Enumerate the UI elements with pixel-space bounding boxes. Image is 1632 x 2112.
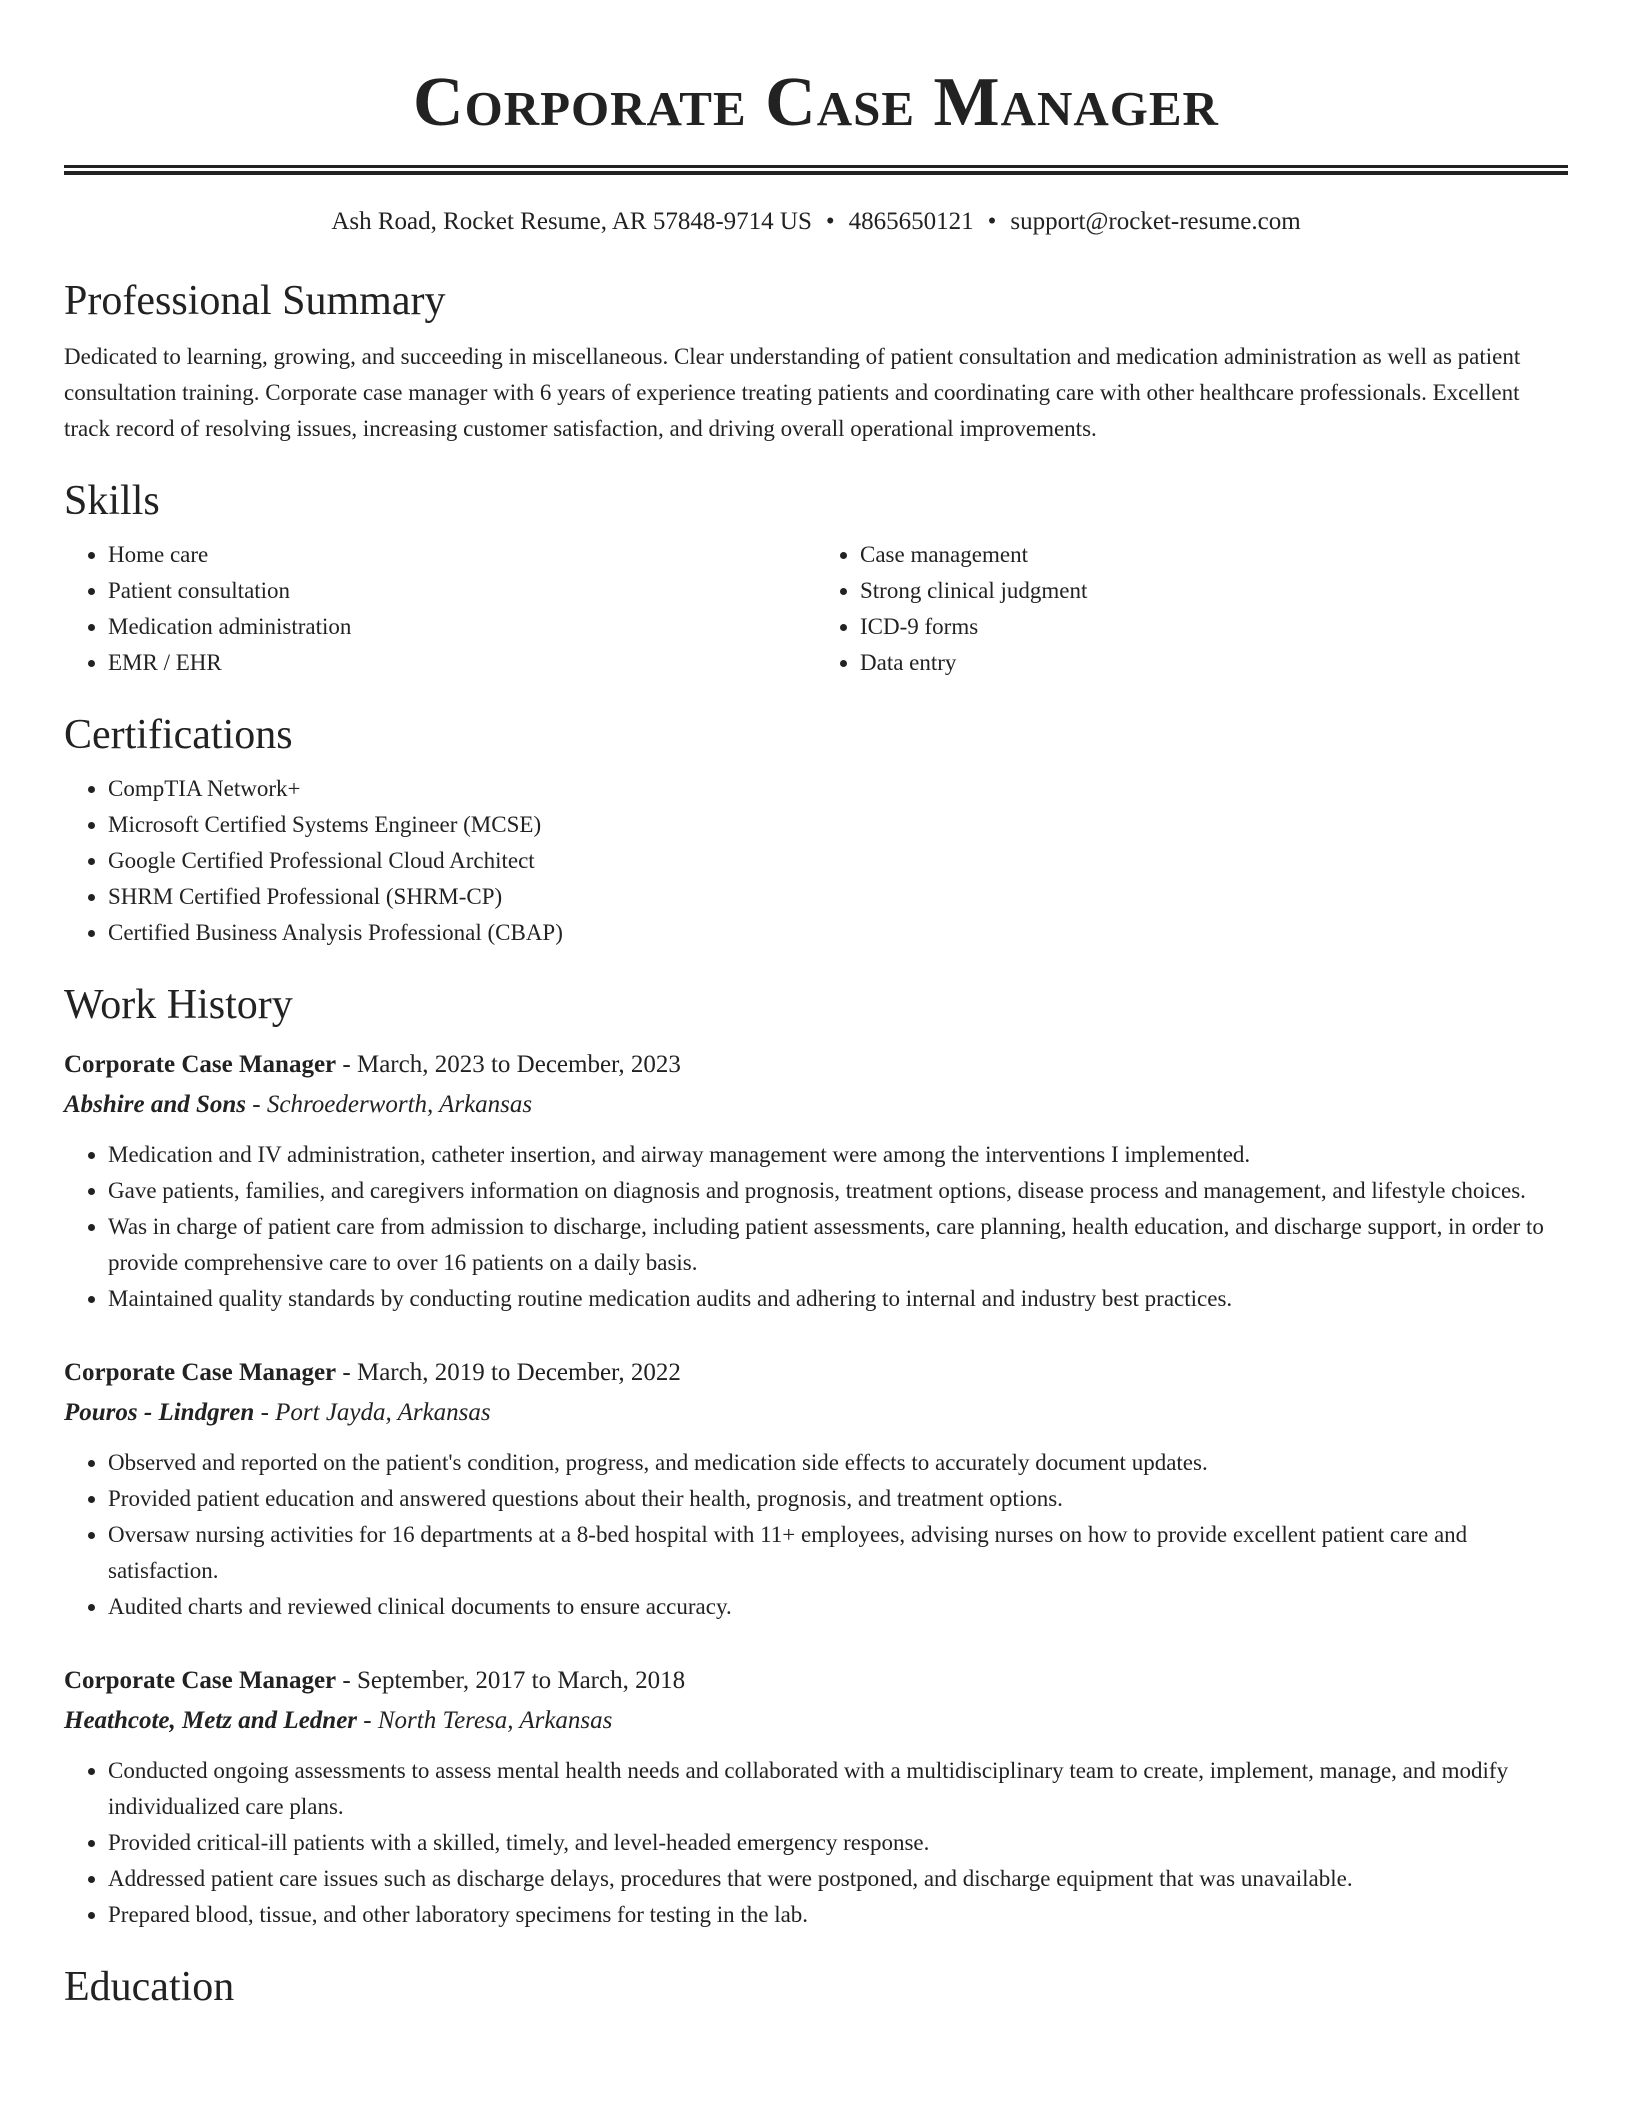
job-bullet: • Gave patients, families, and caregivers information on diagnosis and prognosis, treatment options, disease process and management, and lifestyle choices. [108, 1173, 1568, 1209]
certification-item: • SHRM Certified Professional (SHRM-CP) [108, 879, 1568, 915]
certification-item: • Microsoft Certified Systems Engineer (MCSE) [108, 807, 1568, 843]
job-bullet: • Was in charge of patient care from admission to discharge, including patient assessments, care planning, health education, and discharge support, in order to provide comprehensive care to over 16 patients on a daily basis. [108, 1209, 1568, 1281]
contact-separator: • [987, 208, 997, 235]
job-company-line [64, 1701, 1568, 1741]
job-bullets [64, 1445, 1568, 1625]
header-double-rule [64, 165, 1568, 175]
job-role: Corporate Case Manager [64, 1051, 337, 1078]
job-bullet: • Medication and IV administration, catheter insertion, and airway management were among the interventions I implemented. [108, 1137, 1568, 1173]
job-bullet: • Conducted ongoing assessments to assess mental health needs and collaborated with a multidisciplinary team to create, implement, manage, and modify individualized care plans. [108, 1753, 1568, 1825]
job-bullet: • Prepared blood, tissue, and other laboratory specimens for testing in the lab. [108, 1897, 1568, 1933]
contact-phone: 4865650121 [848, 208, 974, 235]
section-title-skills: Skills [64, 478, 160, 524]
certification-item: • CompTIA Network+ [108, 771, 1568, 807]
job-title-line [64, 1045, 1568, 1085]
job-location: - Schroederworth, Arkansas [246, 1091, 533, 1118]
job-role: Corporate Case Manager [64, 1667, 337, 1694]
skill-item: • Strong clinical judgment [860, 573, 1568, 609]
job-bullet: • Audited charts and reviewed clinical documents to ensure accuracy. [108, 1589, 1568, 1625]
job-company: Abshire and Sons [64, 1091, 247, 1118]
job-bullet: • Provided critical-ill patients with a skilled, timely, and level-headed emergency response. [108, 1825, 1568, 1861]
contact-email: support@rocket-resume.com [1010, 208, 1301, 235]
job-entry [64, 1353, 1568, 1625]
job-role: Corporate Case Manager [64, 1359, 337, 1386]
skill-item: • Medication administration [108, 609, 816, 645]
job-bullet: • Observed and reported on the patient's condition, progress, and medication side effects to accurately document updates. [108, 1445, 1568, 1481]
job-title-line [64, 1353, 1568, 1393]
skill-item: • EMR / EHR [108, 645, 816, 681]
job-bullets [64, 1753, 1568, 1933]
skills-column-right [816, 537, 1568, 681]
job-entry [64, 1661, 1568, 1933]
job-bullet: • Maintained quality standards by conducting routine medication audits and adhering to internal and industry best practices. [108, 1281, 1568, 1317]
skill-item: • ICD-9 forms [860, 609, 1568, 645]
certification-item: • Google Certified Professional Cloud Architect [108, 843, 1568, 879]
job-bullet: • Addressed patient care issues such as discharge delays, procedures that were postponed, and discharge equipment that was unavailable. [108, 1861, 1568, 1897]
job-location: - Port Jayda, Arkansas [254, 1399, 491, 1426]
job-company: Heathcote, Metz and Ledner [64, 1707, 358, 1734]
skills-list [64, 537, 1568, 681]
certification-item: • Certified Business Analysis Professional (CBAP) [108, 915, 1568, 951]
section-title-work-history: Work History [64, 982, 293, 1028]
resume-name: Corporate Case Manager [413, 64, 1219, 141]
contact-line [64, 205, 1568, 239]
job-company-line [64, 1085, 1568, 1125]
summary-text: Dedicated to learning, growing, and succeeding in miscellaneous. Clear understanding of patient consultation and medication administration as well as patient consultation training. Corporate case manager with 6 years of experience treating patients and coordinating care with other healthcare professionals. Excellent track record of resolving issues, increasing customer satisfaction, and driving overall operational improvements. [64, 344, 1521, 441]
job-bullets [64, 1137, 1568, 1317]
job-location: - North Teresa, Arkansas [357, 1707, 613, 1734]
job-company-line [64, 1393, 1568, 1433]
section-title-certifications: Certifications [64, 712, 293, 758]
job-dates: - March, 2019 to December, 2022 [336, 1359, 681, 1386]
skills-column-left [64, 537, 816, 681]
job-bullet: • Oversaw nursing activities for 16 departments at a 8-bed hospital with 11+ employees, advising nurses on how to provide excellent patient care and satisfaction. [108, 1517, 1568, 1589]
contact-separator: • [825, 208, 835, 235]
job-dates: - March, 2023 to December, 2023 [336, 1051, 681, 1078]
skill-item: • Data entry [860, 645, 1568, 681]
section-title-education: Education [64, 1964, 235, 2010]
job-entry [64, 1045, 1568, 1317]
resume-page [64, 0, 1568, 2013]
certifications-list [64, 771, 1568, 951]
skill-item: • Home care [108, 537, 816, 573]
skill-item: • Case management [860, 537, 1568, 573]
job-company: Pouros - Lindgren [64, 1399, 255, 1426]
skill-item: • Patient consultation [108, 573, 816, 609]
job-title-line [64, 1661, 1568, 1701]
job-bullet: • Provided patient education and answered questions about their health, prognosis, and treatment options. [108, 1481, 1568, 1517]
job-dates: - September, 2017 to March, 2018 [336, 1667, 686, 1694]
contact-address: Ash Road, Rocket Resume, AR 57848-9714 US [331, 208, 812, 235]
section-title-summary: Professional Summary [64, 278, 446, 324]
